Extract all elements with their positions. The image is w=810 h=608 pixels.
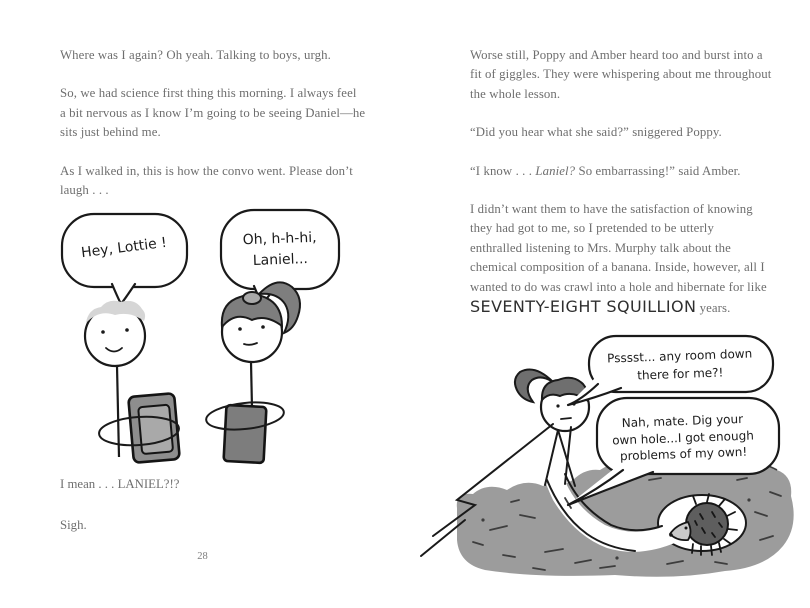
boy-book — [128, 393, 180, 463]
text-line: enthralled listening to Mrs. Murphy talk about the — [470, 240, 731, 255]
paragraph — [470, 46, 792, 104]
text-line: wanted to do was crawl into a hole and hibernate for like — [470, 279, 767, 294]
paragraph — [470, 200, 792, 318]
bubble-line: Nah, mate. Dig your — [621, 411, 744, 431]
bubble-line: Oh, h-h-hi, — [242, 229, 317, 249]
text-line — [470, 162, 792, 181]
bubble-line: problems of my own! — [619, 444, 748, 464]
bubble-line: Psssst... any room down — [606, 346, 753, 366]
text-line: fit of giggles. They were whispering about me throughout — [470, 67, 772, 82]
paragraph — [60, 84, 396, 142]
text-line: As I walked in, this is how the convo went. Please don’t — [60, 163, 353, 178]
hole-hedgehog-illustration — [415, 330, 800, 585]
text-line: chemical composition of a banana. Inside, however, all I — [470, 260, 765, 275]
text-line: So, we had science first thing this morning. I always feel — [60, 86, 357, 101]
text-line: Where was I again? Oh yeah. Talking to boys, urgh. — [60, 48, 331, 62]
paragraph — [60, 162, 396, 201]
text-line — [470, 297, 792, 318]
laniel-italic: Laniel? — [535, 163, 576, 178]
paragraph — [470, 162, 792, 181]
left-page-text — [60, 46, 396, 219]
caption-sigh: Sigh. — [60, 518, 87, 532]
text-line: I didn’t want them to have the satisfaction of knowing — [470, 202, 753, 217]
bubble-line: Hey, Lottie ! — [80, 234, 168, 262]
girl-book — [224, 405, 267, 463]
bubble-line: Laniel... — [252, 251, 309, 269]
paragraph — [470, 123, 792, 142]
classroom-conversation-illustration — [55, 205, 395, 473]
speech-bubble-boy — [62, 214, 187, 305]
bubble-line: there for me?! — [637, 365, 724, 383]
page-number: 28 — [197, 551, 208, 562]
text-line: the whole lesson. — [470, 86, 561, 101]
quote-suffix: So embarrassing!” said Amber. — [575, 163, 741, 178]
quote-prefix: “I know . . . — [470, 163, 536, 178]
text-line: sits just behind me. — [60, 125, 161, 140]
girl-figure — [205, 282, 300, 463]
seventy-eight-squillion: SEVENTY-EIGHT SQUILLION — [470, 297, 697, 317]
text-line: laugh . . . — [60, 183, 109, 198]
right-page-text — [470, 46, 792, 337]
caption-laniel: I mean . . . LANIEL?!? — [60, 477, 180, 491]
boy-figure — [85, 301, 180, 463]
text-line: “Did you hear what she said?” sniggered Poppy. — [470, 125, 722, 140]
years-suffix: years. — [696, 301, 731, 316]
speech-bubble-top — [567, 336, 773, 406]
paragraph — [60, 46, 396, 65]
text-line: they had got to me, so I pretended to be utterly — [470, 221, 714, 236]
text-line: Worse still, Poppy and Amber heard too and burst into a — [470, 48, 763, 62]
bubble-line: own hole...I got enough — [611, 428, 755, 447]
text-line: a bit nervous as I know I’m going to be seeing Daniel—he — [60, 105, 366, 120]
